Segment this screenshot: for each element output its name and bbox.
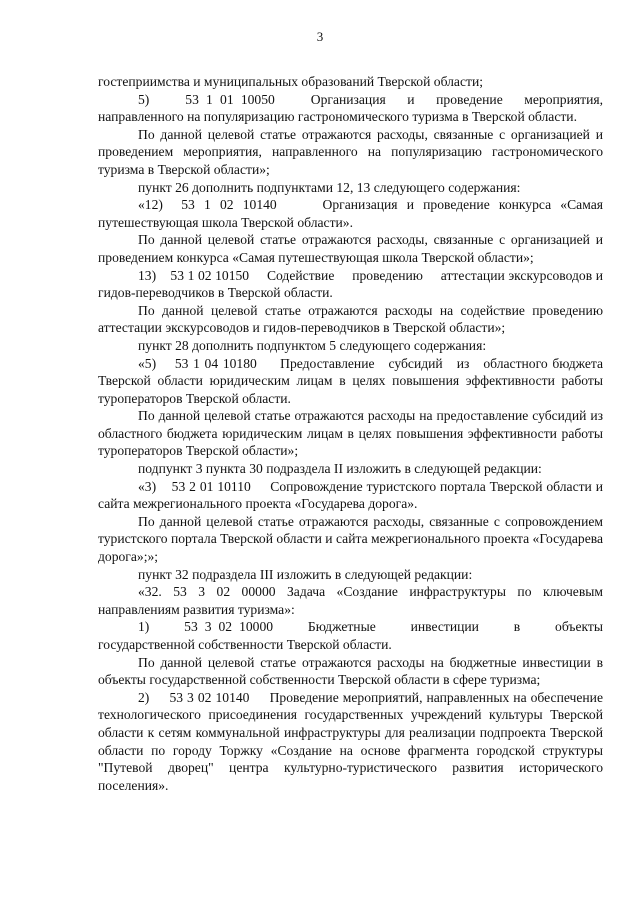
paragraph: 2) 53 3 02 10140 Проведение мероприятий, направленных на обеспечение технологического присоединения государственных учреждений культуры Тверской области к сетям коммунальной инфраструктуры для реализации подпроекта Тверской области по городу Торжку «Создание на основе фрагмента городской структуры "Путевой дворец" центра культурно-туристического развития исторического поселения». — [98, 689, 607, 793]
paragraph: «3) 53 2 01 10110 Сопровождение туристского портала Тверской области и сайта межрегионального проекта «Государева дорога». — [98, 478, 607, 512]
paragraph: По данной целевой статье отражаются расходы на содействие проведению аттестации экскурсоводов и гидов-переводчиков в Тверской области»; — [98, 302, 607, 336]
document-body — [98, 73, 607, 794]
paragraph: 1) 53 3 02 10000 Бюджетные инвестиции в объекты государственной собственности Тверской области. — [98, 619, 607, 652]
paragraph: По данной целевой статье отражаются расходы на предоставление субсидий из областного бюджета юридическим лицам в целях повышения эффективности работы туроператоров Тверской области»; — [98, 408, 607, 459]
paragraph: пункт 28 дополнить подпунктом 5 следующего содержания: — [138, 337, 487, 353]
paragraph: По данной целевой статье отражаются расходы, связанные с организацией и проведением мероприятия, направленного на популяризацию гастрономического туризма в Тверской области»; — [98, 126, 607, 177]
paragraph: гостеприимства и муниципальных образований Тверской области; — [98, 74, 483, 89]
paragraph: 13) 53 1 02 10150 Содействие проведению аттестации экскурсоводов и гидов-переводчиков в Тверской области. — [98, 267, 607, 301]
paragraph: пункт 32 подраздела III изложить в следующей редакции: — [138, 566, 473, 582]
paragraph: «12) 53 1 02 10140 Организация и проведение конкурса «Самая путешествующая школа Тверской области». — [98, 197, 607, 230]
paragraph: пункт 26 дополнить подпунктами 12, 13 следующего содержания: — [138, 179, 521, 195]
paragraph: По данной целевой статье отражаются расходы на бюджетные инвестиции в объекты государственной собственности Тверской области в сфере туризма; — [98, 654, 607, 688]
paragraph: «5) 53 1 04 10180 Предоставление субсидий из областного бюджета Тверской области юридическим лицам в целях повышения эффективности работы туроператоров Тверской области. — [98, 355, 607, 406]
paragraph: «32. 53 3 02 00000 Задача «Создание инфраструктуры по ключевым направлениям развития туризма»: — [98, 584, 607, 617]
paragraph: По данной целевой статье отражаются расходы, связанные с сопровождением туристского портала Тверской области и сайта межрегионального проекта «Государева дорога»;»; — [98, 513, 607, 565]
page-number: 3 — [316, 29, 324, 44]
paragraph: По данной целевой статье отражаются расходы, связанные с организацией и проведением конкурса «Самая путешествующая школа Тверской области»; — [98, 232, 607, 265]
paragraph: 5) 53 1 01 10050 Организация и проведение мероприятия, направленного на популяризацию гастрономического туризма в Тверской области. — [98, 91, 607, 125]
paragraph: подпункт 3 пункта 30 подраздела II изложить в следующей редакции: — [138, 461, 542, 477]
